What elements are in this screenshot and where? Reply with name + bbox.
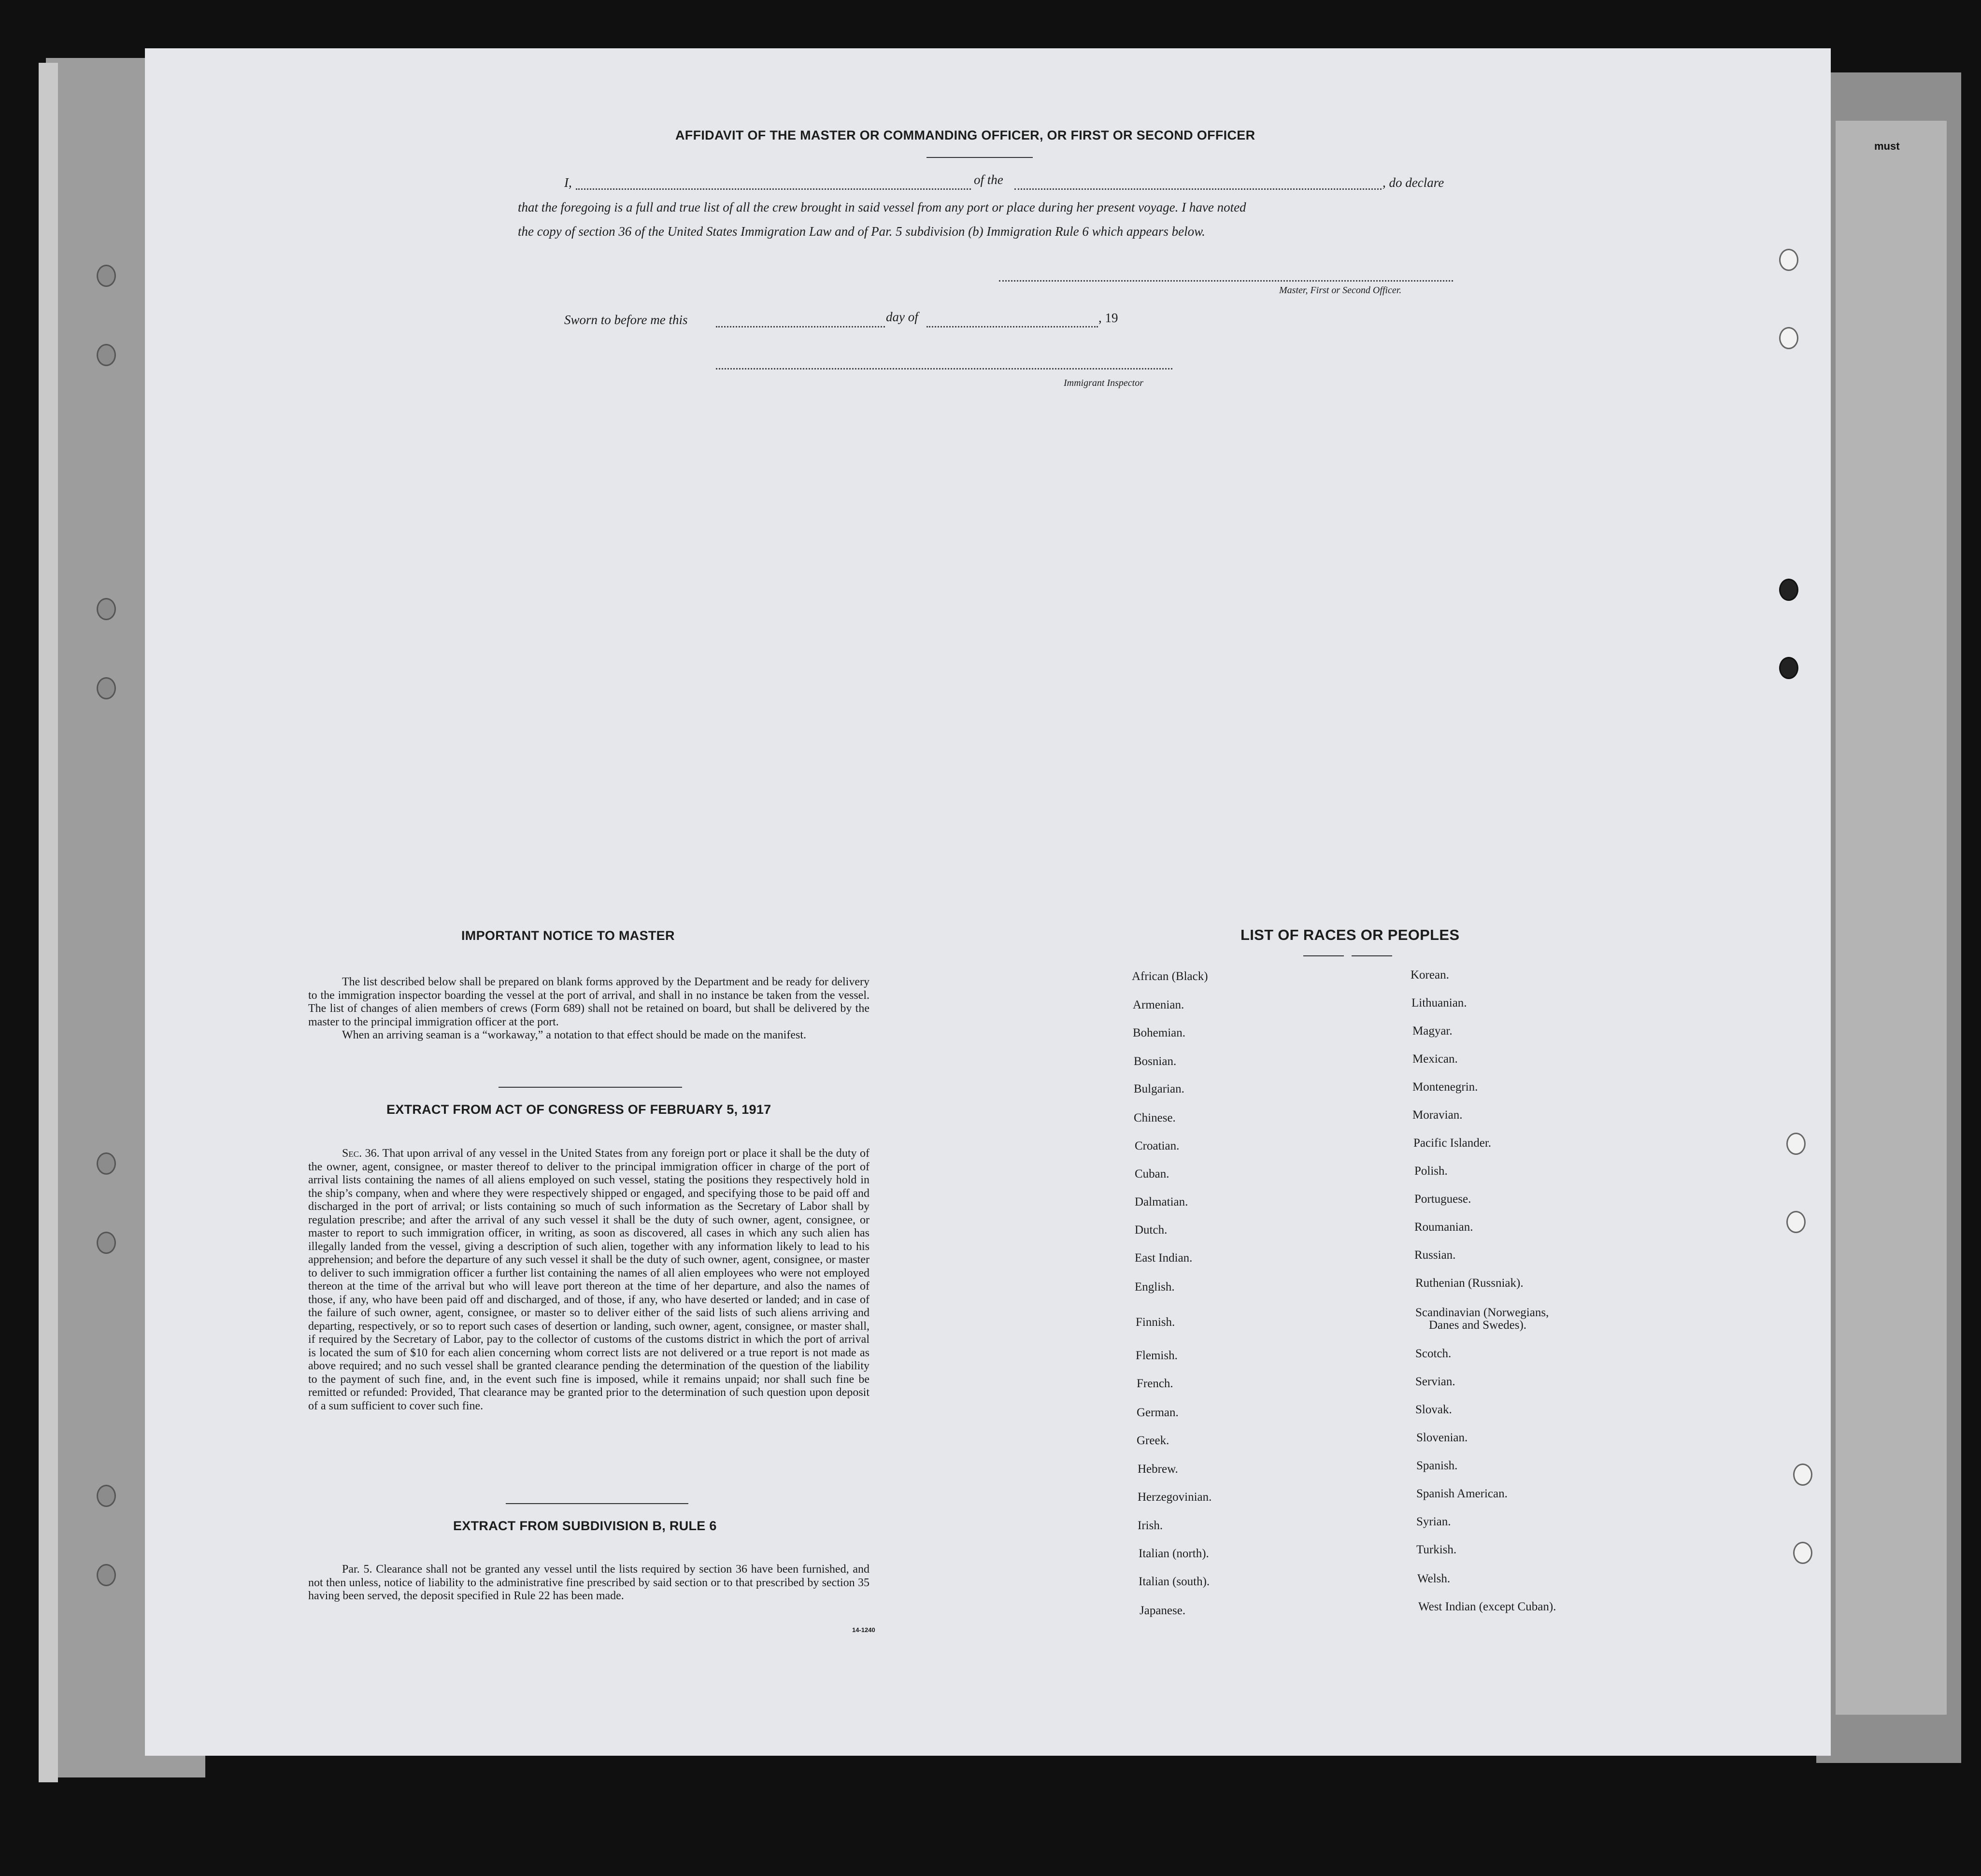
- act-extract-title: EXTRACT FROM ACT OF CONGRESS OF FEBRUARY 5, 1917: [386, 1102, 771, 1117]
- affidavit-statement-line: that the foregoing is a full and true list of all the crew brought in said vessel from any port or place during her present voyage. I have noted: [518, 200, 1246, 214]
- punch-hole-icon: [1779, 657, 1798, 679]
- race-item: Syrian.: [1416, 1515, 1451, 1528]
- race-item: Spanish American.: [1416, 1487, 1508, 1500]
- race-item: Ruthenian (Russniak).: [1415, 1277, 1524, 1290]
- race-item: Scotch.: [1415, 1347, 1452, 1360]
- punch-hole-icon: [1779, 579, 1798, 601]
- race-item: Croatian.: [1135, 1139, 1180, 1152]
- race-item: Bulgarian.: [1134, 1082, 1184, 1095]
- race-item: Spanish.: [1416, 1459, 1458, 1472]
- divider: [926, 157, 1033, 158]
- notice-paragraph: The list described below shall be prepared on blank forms approved by the Department and be ready for delivery to the immigration inspector boarding the vessel at the port of arrival, and shall in no instance be taken from the vessel. The list of changes of alien members of crews (Form 689) shall not be retained on board, but shall be delivered by the master to the principal immigration officer at the port.: [308, 976, 869, 1028]
- underlying-page-edge-left: [39, 63, 58, 1782]
- race-item: Hebrew.: [1138, 1463, 1178, 1476]
- race-item: Dalmatian.: [1135, 1195, 1188, 1208]
- divider: [1352, 955, 1392, 956]
- binder-hole-icon: [97, 1564, 116, 1586]
- race-item: Turkish.: [1416, 1543, 1457, 1556]
- punch-hole-icon: [1793, 1542, 1812, 1564]
- race-item: Moravian.: [1412, 1109, 1463, 1122]
- binder-hole-icon: [97, 598, 116, 620]
- signature-label: Master, First or Second Officer.: [1279, 285, 1402, 296]
- name-blank[interactable]: [576, 188, 971, 190]
- race-item: German.: [1137, 1406, 1179, 1419]
- race-item: Servian.: [1415, 1375, 1455, 1388]
- race-item: Welsh.: [1417, 1572, 1451, 1585]
- affidavit-title: AFFIDAVIT OF THE MASTER OR COMMANDING OFFICER, OR FIRST OR SECOND OFFICER: [675, 128, 1255, 142]
- punch-hole-icon: [1779, 327, 1798, 349]
- race-item: Korean.: [1411, 968, 1449, 981]
- divider: [1303, 955, 1344, 956]
- binder-hole-icon: [97, 1485, 116, 1507]
- sworn-day-blank[interactable]: [716, 326, 885, 327]
- affidavit-statement-line: the copy of section 36 of the United States Immigration Law and of Par. 5 subdivision (b) Immigration Rule 6 which appears below.: [518, 224, 1205, 239]
- form-number: 14-1240: [852, 1626, 875, 1634]
- edge-text: must: [1874, 140, 1900, 152]
- race-item: Finnish.: [1136, 1316, 1175, 1329]
- race-item: Montenegrin.: [1412, 1080, 1478, 1094]
- act-extract-text: [308, 1147, 869, 1413]
- races-title: LIST OF RACES OR PEOPLES: [1240, 926, 1460, 943]
- race-item: Polish.: [1414, 1165, 1448, 1178]
- sworn-month-blank[interactable]: [926, 326, 1098, 327]
- race-item: Cuban.: [1135, 1167, 1169, 1180]
- race-item: Portuguese.: [1414, 1193, 1471, 1206]
- race-item: Flemish.: [1136, 1349, 1178, 1362]
- race-item: French.: [1137, 1377, 1173, 1390]
- notice-title: IMPORTANT NOTICE TO MASTER: [461, 928, 675, 943]
- binder-hole-icon: [97, 1152, 116, 1175]
- notice-text: [308, 976, 869, 1042]
- inspector-signature-blank[interactable]: [716, 368, 1172, 370]
- race-item: African (Black): [1132, 970, 1208, 983]
- sworn-day-of: day of: [886, 310, 918, 324]
- underlying-page-edge-right: [1836, 121, 1947, 1715]
- binder-hole-icon: [97, 344, 116, 366]
- race-item: Slovak.: [1415, 1403, 1452, 1416]
- affidavit-i: I,: [564, 175, 572, 190]
- inspector-label: Immigrant Inspector: [1064, 378, 1143, 388]
- race-item: Dutch.: [1135, 1223, 1168, 1236]
- binder-hole-icon: [97, 677, 116, 699]
- race-item: Pacific Islander.: [1413, 1137, 1492, 1150]
- divider: [506, 1503, 688, 1504]
- race-item: Danes and Swedes).: [1429, 1319, 1527, 1332]
- sworn-label: Sworn to before me this: [564, 313, 688, 327]
- document-page: [145, 48, 1831, 1756]
- race-item: Lithuanian.: [1411, 996, 1467, 1009]
- race-item: Russian.: [1414, 1249, 1456, 1262]
- race-item: Bohemian.: [1133, 1026, 1186, 1039]
- notice-paragraph: When an arriving seaman is a “workaway,” a notation to that effect should be made on the manifest.: [342, 1029, 806, 1041]
- race-item: Herzegovinian.: [1138, 1491, 1212, 1504]
- section-label: Sec. 36.: [342, 1147, 380, 1160]
- signature-blank[interactable]: [999, 280, 1453, 282]
- section-36-text: That upon arrival of any vessel in the United States from any foreign port or place it shall be the duty of the owner, agent, consignee, or master thereof to deliver to the principal immigration officer in charge of the port of arrival lists containing the names of all aliens employed on such vessel, stating the positions they respectively hold in the ship’s company, when and where they were respectively shipped or engaged, and specifying those to be paid off and discharged in the port of arrival; or lists containing so much of such information as the Secretary of Labor shall by regulation prescribe; and after the arrival of any such vessel it shall be the duty of such owner, agent, consignee, or master to report to such immigration officer, in writing, as soon as discovered, all cases in which any such alien has illegally landed from the vessel, giving a description of such alien, together with any information likely to lead to his apprehension; and before the departure of any such vessel it shall be the duty of such owner, agent, consignee, or master to deliver to such immigration officer a further list containing the names of all alien employees who were not employed thereon at the time of the arrival but who will leave port thereon at the time of her departure, and also the names of those, if any, who have been paid off and discharged, and of those, if any, who have deserted or landed; and in case of the failure of such owner, agent, consignee, or master so to deliver either of the said lists of such aliens arriving and departing, respectively, or so to report such cases of desertion or landing, such owner, agent, consignee, or master shall, if required by the Secretary of Labor, pay to the collector of customs of the customs district in which the port of arrival is located the sum of $10 for each alien concerning whom correct lists are not delivered or a true report is not made as above required; and no such vessel shall be granted clearance pending the determination of the question of the liability to the payment of such fine, and, in the event such fine is imposed, while it remains unpaid; nor shall such fine be remitted or refunded: Provided, That clearance may be granted prior to the determination of such question upon deposit of a sum sufficient to cover such fine.: [308, 1147, 869, 1412]
- race-item: English.: [1135, 1280, 1175, 1293]
- race-item: Italian (north).: [1139, 1547, 1209, 1560]
- race-item: Roumanian.: [1414, 1221, 1473, 1234]
- sworn-year: , 19: [1098, 311, 1118, 325]
- race-item: Chinese.: [1134, 1111, 1176, 1124]
- race-item: Japanese.: [1140, 1604, 1186, 1617]
- affidavit-of-the: of the: [974, 172, 1003, 187]
- race-item: Irish.: [1138, 1519, 1163, 1532]
- punch-hole-icon: [1779, 249, 1798, 271]
- rule-paragraph: Par. 5. Clearance shall not be granted any vessel until the lists required by section 36 have been furnished, and not then unless, notice of liability to the administrative fine prescribed by said section or to that prescribed by section 35 having been served, the deposit specified in Rule 22 has been made.: [308, 1563, 869, 1602]
- binder-hole-icon: [97, 265, 116, 287]
- rule-extract-text: [308, 1563, 869, 1603]
- race-item: Slovenian.: [1416, 1431, 1468, 1444]
- race-item: Magyar.: [1412, 1024, 1453, 1037]
- race-item: Bosnian.: [1134, 1055, 1177, 1068]
- rule-extract-title: EXTRACT FROM SUBDIVISION B, RULE 6: [453, 1519, 717, 1533]
- race-item: Mexican.: [1412, 1052, 1458, 1066]
- race-item: West Indian (except Cuban).: [1418, 1600, 1556, 1613]
- affidavit-do-declare: , do declare: [1382, 175, 1444, 190]
- punch-hole-icon: [1793, 1464, 1812, 1486]
- race-item: Scandinavian (Norwegians,: [1415, 1306, 1549, 1319]
- race-item: Italian (south).: [1139, 1575, 1210, 1588]
- divider: [499, 1087, 682, 1088]
- race-item: Armenian.: [1133, 998, 1184, 1011]
- race-item: Greek.: [1137, 1434, 1169, 1447]
- race-item: East Indian.: [1135, 1251, 1193, 1265]
- punch-hole-icon: [1786, 1211, 1806, 1233]
- punch-hole-icon: [1786, 1133, 1806, 1155]
- binder-hole-icon: [97, 1232, 116, 1254]
- vessel-blank[interactable]: [1014, 188, 1382, 190]
